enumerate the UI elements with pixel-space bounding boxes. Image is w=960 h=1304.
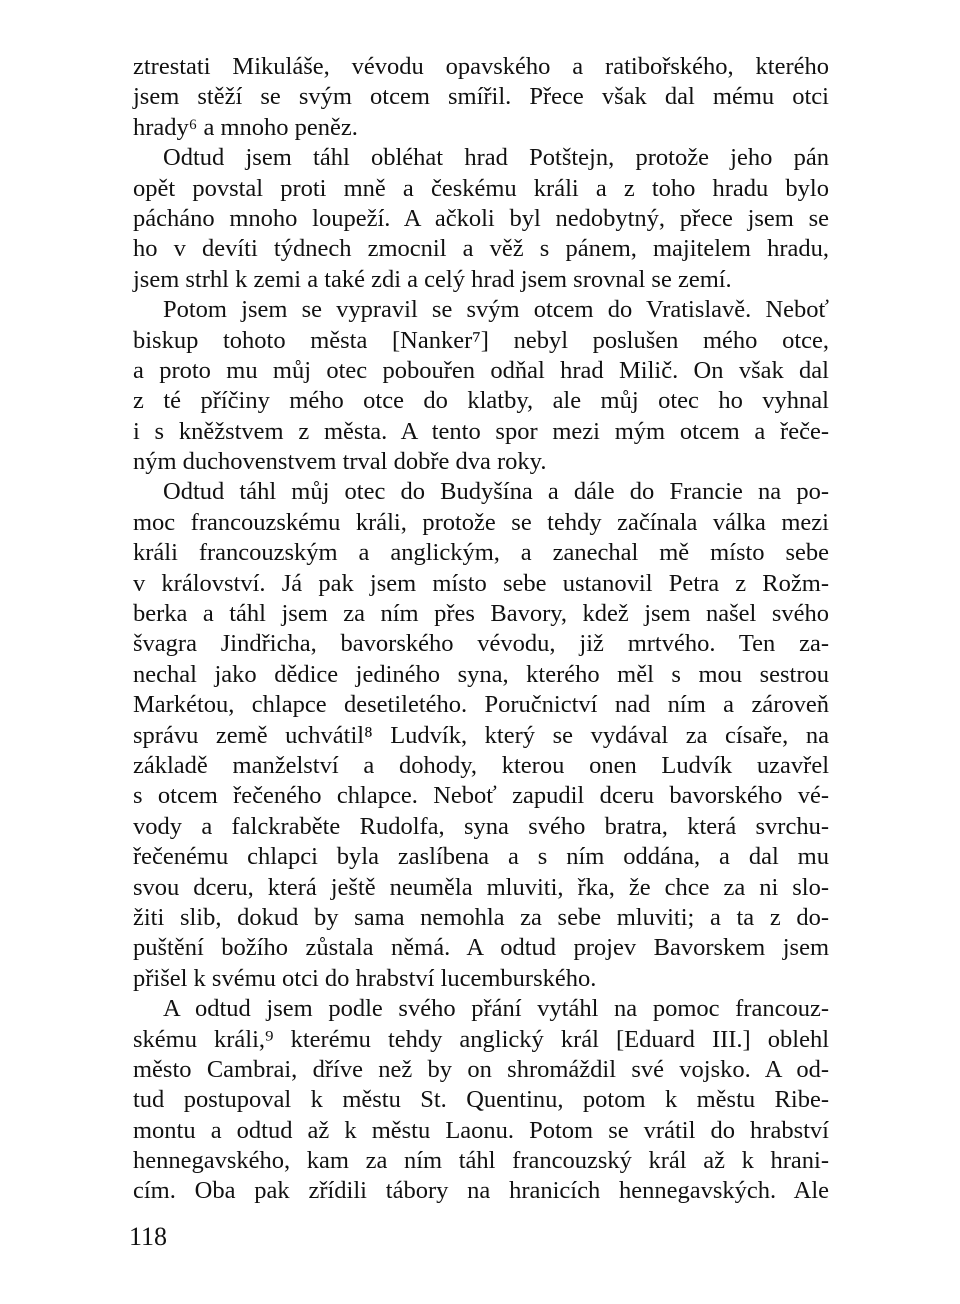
text-line: švagra Jindřicha, bavorského vévodu, již mrtvého. Ten za-: [133, 630, 829, 658]
text-line: Odtud jsem táhl obléhat hrad Potštejn, protože jeho pán: [163, 144, 829, 172]
text-line: ho v devíti týdnech zmocnil a věž s pánem, majitelem hradu,: [133, 235, 829, 263]
book-page-text: [133, 52, 829, 1207]
text-line: hennegavského, kam za ním táhl francouzský král až k hrani-: [133, 1147, 829, 1175]
text-line: A odtud jsem podle svého přání vytáhl na pomoc francouz-: [163, 995, 829, 1023]
text-line: tud postupoval k městu St. Quentinu, potom k městu Ribe-: [133, 1086, 829, 1114]
text-line: v království. Já pak jsem místo sebe ustanovil Petra z Rožm-: [133, 569, 829, 597]
text-line: řečenému chlapci byla zaslíbena a s ním oddána, a dal mu: [133, 843, 829, 871]
text-line: hrady⁶ a mnoho peněz.: [133, 113, 358, 141]
text-line: montu a odtud až k městu Laonu. Potom se vrátil do hrabství: [133, 1116, 829, 1144]
text-line: základě manželství a dohody, kterou onen Ludvík uzavřel: [133, 751, 829, 779]
text-line: biskup tohoto města [Nanker⁷] nebyl poslušen mého otce,: [133, 326, 829, 354]
text-line: žiti slib, dokud by sama nemohla za sebe mluviti; a ta z do-: [133, 903, 829, 931]
text-line: cím. Oba pak zřídili tábory na hranicích hennegavských. Ale: [133, 1177, 829, 1205]
text-line: přišel k svému otci do hrabství lucemburského.: [133, 964, 597, 992]
text-line: svou dceru, která ještě neuměla mluviti, řka, že chce za ni slo-: [133, 873, 829, 901]
text-line: město Cambrai, dříve než by on shromáždil své vojsko. A od-: [133, 1055, 829, 1083]
text-line: králi francouzským a anglickým, a zanechal mě místo sebe: [133, 539, 829, 567]
text-line: skému králi,⁹ kterému tehdy anglický král [Eduard III.] oblehl: [133, 1025, 829, 1053]
text-line: ztrestati Mikuláše, vévodu opavského a ratibořského, kterého: [133, 53, 829, 80]
text-line: správu země uchvátil⁸ Ludvík, který se vydával za císaře, na: [133, 721, 829, 749]
text-line: s otcem řečeného chlapce. Neboť zapudil dceru bavorského vé-: [133, 782, 829, 810]
text-line: jsem strhl k zemi a také zdi a celý hrad jsem srovnal se zemí.: [133, 265, 732, 293]
text-line: opět povstal proti mně a českému králi a z toho hradu bylo: [133, 174, 829, 202]
text-line: moc francouzskému králi, protože se tehdy začínala válka mezi: [133, 508, 829, 536]
text-line: puštění božího zůstala němá. A odtud projev Bavorskem jsem: [133, 934, 829, 962]
text-line: pácháno mnoho loupeží. A ačkoli byl nedobytný, přece jsem se: [133, 204, 829, 232]
text-line: i s kněžstvem z města. A tento spor mezi mým otcem a řeče-: [133, 417, 829, 445]
page-number: 118: [129, 1222, 168, 1251]
text-line: Markétou, chlapce desetiletého. Poručnictví nad ním a zároveň: [133, 691, 829, 719]
text-line: a proto mu můj otec pobouřen odňal hrad Milič. On však dal: [133, 356, 829, 384]
text-line: berka a táhl jsem za ním přes Bavory, kdež jsem našel svého: [133, 600, 829, 628]
text-line: ným duchovenstvem trval dobře dva roky.: [133, 448, 547, 476]
text-line: Odtud táhl můj otec do Budyšína a dále do Francie na po-: [163, 478, 829, 506]
text-line: vody a falckraběte Rudolfa, syna svého bratra, která svrchu-: [133, 812, 829, 840]
text-line: nechal jako dědice jediného syna, kterého měl s mou sestrou: [133, 660, 829, 688]
text-line: jsem stěží se svým otcem smířil. Přece však dal mému otci: [133, 83, 829, 111]
text-line: z té příčiny mého otce do klatby, ale můj otec ho vyhnal: [133, 387, 829, 415]
text-line: Potom jsem se vypravil se svým otcem do Vratislavě. Neboť: [163, 296, 829, 324]
